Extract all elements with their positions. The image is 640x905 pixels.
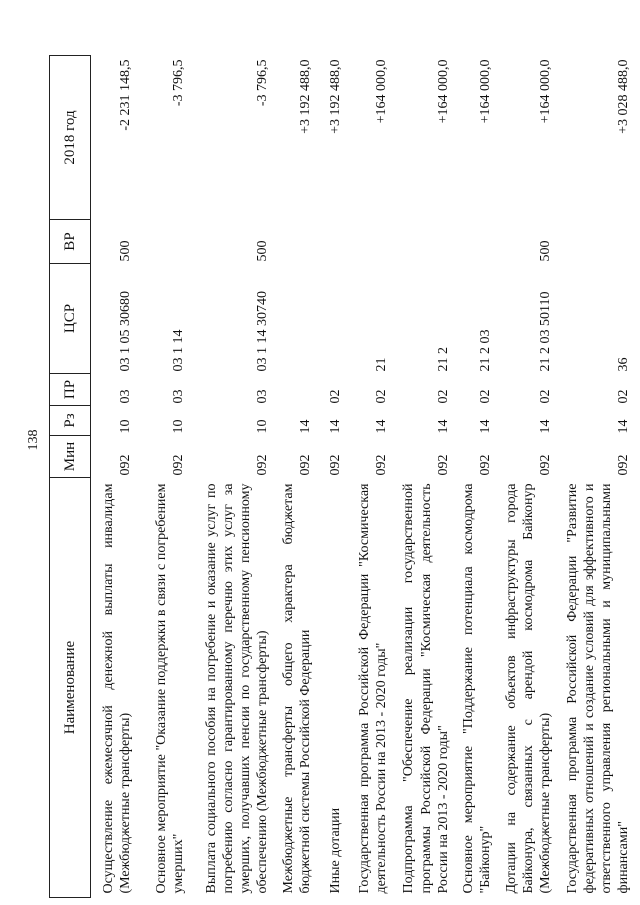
table-row — [456, 56, 498, 898]
row-vr — [348, 220, 394, 264]
row-rz: 14 — [373, 419, 389, 434]
row-pr: 02 — [537, 389, 553, 404]
table-row — [394, 56, 456, 898]
table-row — [498, 56, 558, 898]
row-csr — [318, 264, 348, 374]
table-row — [91, 56, 139, 898]
row-rz: 14 — [615, 419, 631, 434]
row-vr — [318, 220, 348, 264]
row-rz: 10 — [171, 419, 187, 434]
row-min: 092 — [327, 454, 343, 476]
row-pr — [276, 374, 318, 406]
row-amount: -2 231 148,5 — [118, 59, 134, 131]
budget-table — [49, 55, 636, 898]
row-min: 092 — [477, 454, 493, 476]
table-row — [318, 56, 348, 898]
header-pr: ПР — [50, 374, 91, 406]
table-row — [192, 56, 276, 898]
row-rz: 14 — [327, 419, 343, 434]
row-rz: 14 — [477, 419, 493, 434]
row-name: Государственная программа Российской Федерации "Космическая деятельность России на 2013 - 2020 годы" — [356, 483, 389, 894]
row-vr — [139, 220, 192, 264]
row-amount: +164 000,0 — [477, 59, 493, 124]
row-csr: 21 2 — [435, 347, 451, 372]
row-amount: +164 000,0 — [435, 59, 451, 124]
row-amount: +3 192 488,0 — [297, 59, 313, 134]
row-amount: +164 000,0 — [537, 59, 553, 124]
header-min: Мин — [50, 436, 91, 478]
table-row — [276, 56, 318, 898]
table-body — [91, 56, 636, 898]
row-pr: 02 — [373, 389, 389, 404]
row-vr: 500 — [537, 240, 553, 262]
header-row — [50, 56, 91, 898]
row-csr: 03 1 14 — [171, 329, 187, 372]
header-name: Наименование — [50, 478, 91, 898]
row-min: 092 — [255, 454, 271, 476]
row-name: Осуществление ежемесячной денежной выплаты инвалидам (Межбюджетные трансферты) — [101, 483, 134, 894]
header-rz: Рз — [50, 406, 91, 436]
table-row — [348, 56, 394, 898]
row-csr: 03 1 05 30680 — [118, 291, 134, 372]
table-row — [139, 56, 192, 898]
row-amount: +3 028 488,0 — [615, 59, 631, 134]
row-vr — [558, 220, 636, 264]
row-pr: 02 — [327, 389, 343, 404]
row-rz: 14 — [435, 419, 451, 434]
row-pr: 02 — [477, 389, 493, 404]
row-vr — [394, 220, 456, 264]
table-container — [49, 56, 631, 898]
row-name: Основное мероприятие "Оказание поддержки в связи с погребением умерших" — [154, 483, 187, 894]
row-pr: 03 — [255, 389, 271, 404]
row-min: 092 — [118, 454, 134, 476]
row-name: Межбюджетные трансферты общего характера бюджетам бюджетной системы Российской Федерации — [280, 483, 313, 894]
row-name: Основное мероприятие "Поддержание потенциала космодрома "Байконур" — [460, 483, 493, 894]
row-min: 092 — [615, 454, 631, 476]
row-name: Дотации на содержание объектов инфраструктуры города Байконура, связанных с арендой космодрома Байконур (Межбюджетные трансферты) — [503, 483, 553, 894]
row-name: Выплата социального пособия на погребение и оказание услуг по погребению согласно гарантированному перечню этих услуг за умерших, получавших пенсии по государственному пенсионному обеспечению (Межбюджетные трансферты) — [204, 483, 271, 894]
row-pr: 02 — [435, 389, 451, 404]
row-amount: +164 000,0 — [373, 59, 389, 124]
header-csr: ЦСР — [50, 264, 91, 374]
row-vr: 500 — [118, 240, 134, 262]
row-csr: 03 1 14 30740 — [255, 291, 271, 372]
row-csr: 21 — [373, 357, 389, 372]
rotated-page — [49, 56, 631, 898]
row-min: 092 — [537, 454, 553, 476]
row-name: Иные дотации — [327, 807, 343, 894]
row-rz: 10 — [118, 419, 134, 434]
header-year: 2018 год — [50, 56, 91, 220]
row-pr: 03 — [171, 389, 187, 404]
row-rz: 10 — [255, 419, 271, 434]
row-pr: 02 — [615, 389, 631, 404]
table-row — [558, 56, 636, 898]
header-vr: ВР — [50, 220, 91, 264]
row-amount: -3 796,5 — [171, 59, 187, 107]
row-vr: 500 — [255, 240, 271, 262]
page-number: 138 — [26, 429, 41, 451]
row-name: Подпрограмма "Обеспечение реализации государственной программы Российской Федерации "Космическая деятельность России на 2013 - 2020 годы" — [401, 483, 451, 894]
row-csr: 21 2 03 — [477, 329, 493, 372]
row-vr — [276, 220, 318, 264]
row-min: 092 — [297, 454, 313, 476]
row-min: 092 — [435, 454, 451, 476]
row-amount: +3 192 488,0 — [327, 59, 343, 134]
row-vr — [456, 220, 498, 264]
row-min: 092 — [171, 454, 187, 476]
row-pr: 03 — [118, 389, 134, 404]
row-name: Государственная программа Российской Федерации "Развитие федеративных отношений и создание условий для эффективного и ответственного управления региональными и муниципальными финансами" — [564, 483, 631, 894]
row-csr: 21 2 03 50110 — [537, 291, 553, 372]
table-header — [50, 56, 91, 898]
row-csr: 36 — [615, 357, 631, 372]
row-amount: -3 796,5 — [255, 59, 271, 107]
row-csr — [276, 264, 318, 374]
row-rz: 14 — [297, 419, 313, 434]
row-rz: 14 — [537, 419, 553, 434]
row-min: 092 — [373, 454, 389, 476]
